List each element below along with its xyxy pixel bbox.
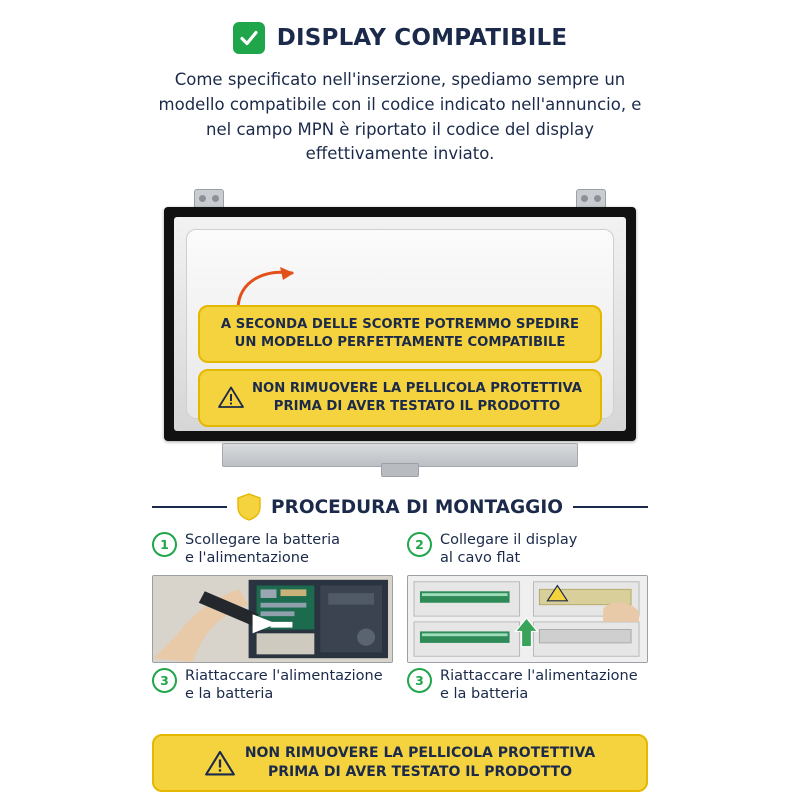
step-4 [407,667,648,703]
step-4-number: 3 [407,668,432,693]
footer-warning-text [245,744,595,782]
rule-left [152,506,227,508]
procedure-title: PROCEDURA DI MONTAGGIO [271,496,563,518]
step-1-line2: e l'alimentazione [185,550,309,567]
step-1-text [185,531,340,567]
step-2 [407,531,648,567]
step-3-line1: Riattaccare l'alimentazione [185,668,383,685]
step-4-text [440,667,638,703]
step-1-number: 1 [152,532,177,557]
flat-cable-photo [407,575,648,663]
rule-right [573,506,648,508]
display-illustration [152,183,648,483]
step-4-line1: Riattaccare l'alimentazione [440,668,638,685]
procedure-steps [152,531,648,704]
film-warning-text [252,380,582,416]
step-3-line2: e la batteria [185,686,274,703]
warning-triangle-icon [205,750,235,777]
film-warning-line1: NON RIMUOVERE LA PELLICOLA PROTETTIVA [251,381,583,396]
compatibility-callout: A SECONDA DELLE SCORTE POTREMMO SPEDIRE UN MODELLO PERFETTAMENTE COMPATIBILE [198,305,602,363]
step-3-text [185,667,383,703]
footer-warning-banner [152,734,648,792]
film-warning-callout [198,369,602,427]
step-2-number: 2 [407,532,432,557]
footer-warning-line1: NON RIMUOVERE LA PELLICOLA PROTETTIVA [244,745,596,762]
right-margin-band [660,0,800,800]
check-square-icon [233,22,265,54]
laptop-battery-photo [152,575,393,663]
step-3-number: 3 [152,668,177,693]
shield-icon [237,493,261,521]
procedure-header [152,493,648,521]
intro-paragraph: Come specificato nell'inserzione, spediamo sempre un modello compatibile con il codice indicato nell'annuncio, e nel campo MPN è riportato il codice del display effettivamente inviato. [158,70,642,164]
step-3 [152,667,393,703]
content-column [140,0,660,800]
step-2-text [440,531,577,567]
warning-triangle-icon [218,386,244,409]
panel-bottom-tab [381,463,419,477]
page-title: DISPLAY COMPATIBILE [276,25,568,51]
step-1 [152,531,393,567]
step-2-line2: al cavo flat [440,550,521,567]
step-4-line2: e la batteria [440,686,529,703]
film-warning-line2: PRIMA DI AVER TESTATO IL PRODOTTO [273,398,561,414]
footer-warning-line2: PRIMA DI AVER TESTATO IL PRODOTTO [267,764,573,781]
header-title-row [140,0,660,54]
step-2-line1: Collegare il display [440,532,578,548]
step-1-line1: Scollegare la batteria [185,532,341,548]
left-margin-band [0,0,140,800]
